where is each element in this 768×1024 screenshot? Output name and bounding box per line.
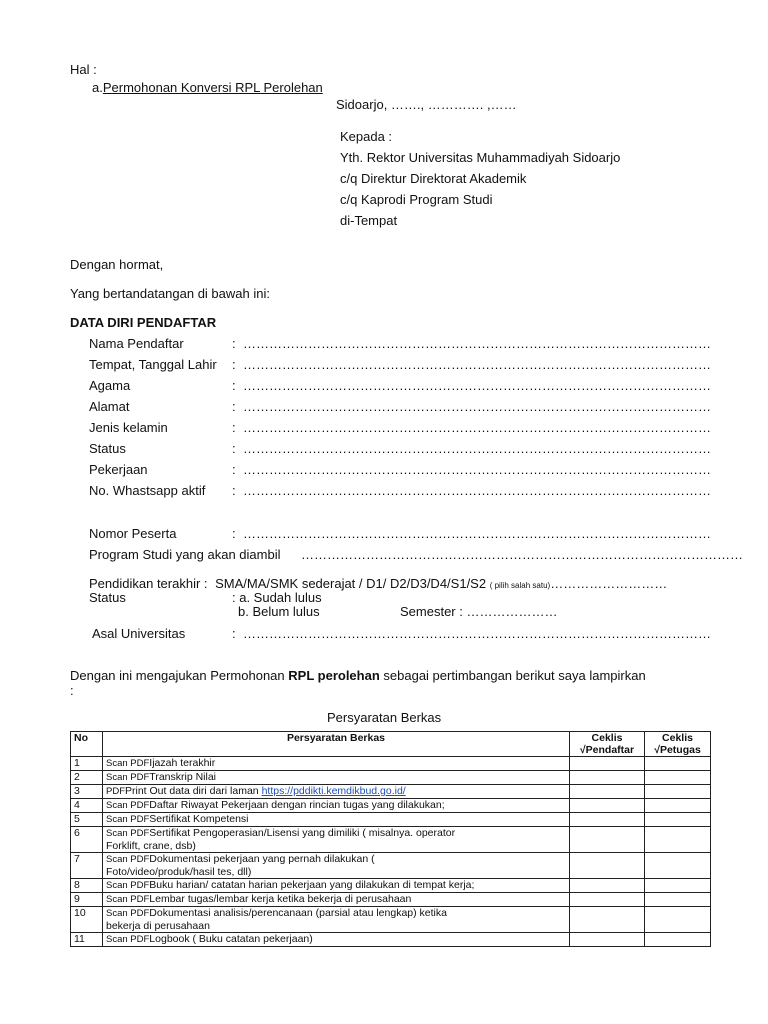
row-no: 9 <box>71 893 103 907</box>
row-text: Ijazah terakhir <box>149 757 216 769</box>
check-pendaftar-cell[interactable] <box>570 799 645 813</box>
row-no: 7 <box>71 853 103 879</box>
check-petugas-cell[interactable] <box>645 757 711 771</box>
row-text: Logbook ( Buku catatan pekerjaan) <box>149 933 313 945</box>
field-label: Tempat, Tanggal Lahir <box>89 357 217 372</box>
pddikti-link[interactable]: https://pddikti.kemdikbud.go.id/ <box>261 785 406 797</box>
pendidikan-label: Pendidikan terakhir : <box>89 576 208 591</box>
row-text: Sertifikat Kompetensi <box>149 813 249 825</box>
row-no: 2 <box>71 771 103 785</box>
check-pendaftar-cell[interactable] <box>570 907 645 933</box>
field-status[interactable] <box>0 441 768 459</box>
field-colon: : <box>232 626 236 641</box>
pendidikan-note: ( pilih salah satu) <box>489 581 551 590</box>
row-prefix: Scan PDF <box>106 758 150 769</box>
field-dots: ……………………………………………………………………………………………… <box>243 420 711 435</box>
table-row <box>71 879 711 893</box>
field-agama[interactable] <box>0 378 768 396</box>
check-petugas-cell[interactable] <box>645 771 711 785</box>
semester-field[interactable]: Semester : ………………… <box>400 604 558 619</box>
hal-item-text: Permohonan Konversi RPL Perolehan <box>102 80 323 95</box>
row-prefix: Scan PDF <box>106 800 150 811</box>
recipient-line3: c/q Kaprodi Program Studi <box>340 192 493 207</box>
section-title: DATA DIRI PENDAFTAR <box>70 315 217 330</box>
table-row <box>71 893 711 907</box>
row-text-cont: Foto/video/produk/hasil tes, dll) <box>106 866 252 878</box>
row-prefix: Scan PDF <box>106 908 150 919</box>
recipient-line4: di-Tempat <box>340 213 398 228</box>
row-requirement <box>103 813 570 827</box>
field-label: Status <box>89 441 126 456</box>
row-requirement <box>103 785 570 799</box>
check-pendaftar-cell[interactable] <box>570 757 645 771</box>
table-row <box>71 813 711 827</box>
check-pendaftar-cell[interactable] <box>570 933 645 947</box>
row-prefix: PDF <box>106 786 125 797</box>
field-dots: ……………………………………………………………………………………………… <box>243 626 711 641</box>
row-text: Print Out data diri dari laman <box>125 785 262 797</box>
row-no: 3 <box>71 785 103 799</box>
header-check-petugas <box>645 732 711 757</box>
check-pendaftar-cell[interactable] <box>570 879 645 893</box>
field-dots: ……………………………………………………………………………………………… <box>243 526 711 541</box>
field-pekerjaan[interactable] <box>0 462 768 480</box>
check-petugas-cell[interactable] <box>645 907 711 933</box>
field-colon: : <box>232 462 236 477</box>
field-ttl[interactable] <box>0 357 768 375</box>
field-dots: ……………………………………………………………………………………………… <box>243 378 711 393</box>
field-colon: : <box>232 483 236 498</box>
field-label: Program Studi yang akan diambil <box>89 547 281 562</box>
field-dots: ……………………………………………………………………………………………… <box>243 441 711 456</box>
field-dots: ……………………………………………………………………………………………… <box>243 483 711 498</box>
closing-post: sebagai pertimbangan berikut saya lampirkan <box>379 668 646 683</box>
check-petugas-cell[interactable] <box>645 785 711 799</box>
row-text-cont: Forklift, crane, dsb) <box>106 840 196 852</box>
field-dots: ……………………………………………………………………………………………… <box>243 336 711 351</box>
field-label: Agama <box>89 378 131 393</box>
row-no: 11 <box>71 933 103 947</box>
row-text: Dokumentasi pekerjaan yang pernah dilakukan ( <box>149 853 375 865</box>
field-label: Pekerjaan <box>89 462 148 477</box>
table-row <box>71 785 711 799</box>
header-check-petugas-line2: √Petugas <box>654 744 701 756</box>
closing-text <box>70 668 646 683</box>
row-requirement <box>103 907 570 933</box>
row-no: 1 <box>71 757 103 771</box>
status-option-a[interactable]: : a. Sudah lulus <box>232 590 322 605</box>
row-no: 5 <box>71 813 103 827</box>
field-colon: : <box>232 378 236 393</box>
row-text: Lembar tugas/lembar kerja ketika bekerja di perusahaan <box>149 893 412 905</box>
requirements-table <box>70 731 711 947</box>
field-label: Alamat <box>89 399 130 414</box>
row-requirement <box>103 771 570 785</box>
check-pendaftar-cell[interactable] <box>570 771 645 785</box>
row-prefix: Scan PDF <box>106 772 150 783</box>
row-requirement <box>103 757 570 771</box>
recipient-line1: Yth. Rektor Universitas Muhammadiyah Sidoarjo <box>340 150 621 165</box>
row-no: 4 <box>71 799 103 813</box>
row-text: Dokumentasi analisis/perencanaan (parsial atau lengkap) ketika <box>149 907 447 919</box>
field-colon: : <box>232 441 236 456</box>
row-requirement <box>103 879 570 893</box>
field-alamat[interactable] <box>0 399 768 417</box>
check-petugas-cell[interactable] <box>645 933 711 947</box>
field-dots: ……………………………………………………………………………………………… <box>243 399 711 414</box>
row-prefix: Scan PDF <box>106 894 150 905</box>
field-colon: : <box>232 399 236 414</box>
status-option-b[interactable]: b. Belum lulus <box>238 604 320 619</box>
row-no: 6 <box>71 827 103 853</box>
pendidikan-value: SMA/MA/SMK sederajat / D1/ D2/D3/D4/S1/S2 <box>215 576 487 591</box>
recipient-kepada: Kepada : <box>340 129 393 144</box>
field-nama[interactable] <box>0 336 768 354</box>
check-petugas-cell[interactable] <box>645 813 711 827</box>
row-requirement <box>103 827 570 853</box>
place-date: Sidoarjo, ……., …………. ,…… <box>336 97 517 112</box>
field-whatsapp[interactable] <box>0 483 768 501</box>
header-check-pendaftar <box>570 732 645 757</box>
row-no: 8 <box>71 879 103 893</box>
row-text: Transkrip Nilai <box>149 771 217 783</box>
pendidikan-dots: ……………………… <box>550 576 668 591</box>
table-title: Persyaratan Berkas <box>327 710 442 725</box>
check-pendaftar-cell[interactable] <box>570 813 645 827</box>
field-colon: : <box>232 336 236 351</box>
row-prefix: Scan PDF <box>106 854 150 865</box>
table-row <box>71 757 711 771</box>
field-nomor-peserta[interactable] <box>0 526 768 544</box>
row-text: Buku harian/ catatan harian pekerjaan yang dilakukan di tempat kerja; <box>149 879 475 891</box>
table-row <box>71 853 711 879</box>
check-pendaftar-cell[interactable] <box>570 785 645 799</box>
check-pendaftar-cell[interactable] <box>570 893 645 907</box>
check-petugas-cell[interactable] <box>645 827 711 853</box>
field-colon: : <box>232 420 236 435</box>
field-colon: : <box>232 526 236 541</box>
check-petugas-cell[interactable] <box>645 893 711 907</box>
table-row <box>71 799 711 813</box>
header-check-pendaftar-line2: √Pendaftar <box>579 744 635 756</box>
field-dots: ……………………………………………………………………………………………… <box>243 462 711 477</box>
pendidikan-row[interactable] <box>89 576 667 591</box>
header-requirement: Persyaratan Berkas <box>103 732 570 757</box>
table-row <box>71 827 711 853</box>
row-prefix: Scan PDF <box>106 934 150 945</box>
field-asal-universitas[interactable] <box>0 626 768 644</box>
field-label: No. Whastsapp aktif <box>89 483 206 498</box>
closing-pre: Dengan ini mengajukan Permohonan <box>70 668 289 683</box>
row-requirement <box>103 933 570 947</box>
table-row <box>71 907 711 933</box>
row-no: 10 <box>71 907 103 933</box>
closing-bold: RPL perolehan <box>288 668 380 683</box>
table-row <box>71 933 711 947</box>
row-text-cont: bekerja di perusahaan <box>106 920 210 932</box>
table-row <box>71 771 711 785</box>
row-requirement <box>103 893 570 907</box>
header-no: No <box>71 732 103 757</box>
field-label: Jenis kelamin <box>89 420 168 435</box>
hal-item-prefix: a. <box>92 80 103 95</box>
field-program-studi[interactable] <box>0 547 768 565</box>
hal-item <box>92 80 323 95</box>
field-dots: ………………………………………………………………………………………… <box>301 547 743 562</box>
field-label: Nama Pendaftar <box>89 336 184 351</box>
check-pendaftar-cell[interactable] <box>570 827 645 853</box>
intro-text: Yang bertandatangan di bawah ini: <box>70 286 270 301</box>
field-dots: ……………………………………………………………………………………………… <box>243 357 711 372</box>
header-check-petugas-line1: Ceklis <box>662 732 693 744</box>
header-check-pendaftar-line1: Ceklis <box>591 732 623 744</box>
row-requirement <box>103 853 570 879</box>
status-label: Status <box>89 590 126 605</box>
row-prefix: Scan PDF <box>106 828 150 839</box>
row-prefix: Scan PDF <box>106 814 150 825</box>
check-petugas-cell[interactable] <box>645 853 711 879</box>
row-text: Daftar Riwayat Pekerjaan dengan rincian tugas yang dilakukan; <box>149 799 445 811</box>
check-pendaftar-cell[interactable] <box>570 853 645 879</box>
recipient-line2: c/q Direktur Direktorat Akademik <box>340 171 527 186</box>
field-label: Nomor Peserta <box>89 526 177 541</box>
row-text: Sertifikat Pengoperasian/Lisensi yang dimiliki ( misalnya. operator <box>149 827 456 839</box>
row-requirement <box>103 799 570 813</box>
closing-colon: : <box>70 683 74 698</box>
check-petugas-cell[interactable] <box>645 799 711 813</box>
table-header-row <box>71 732 711 757</box>
field-colon: : <box>232 357 236 372</box>
check-petugas-cell[interactable] <box>645 879 711 893</box>
row-prefix: Scan PDF <box>106 880 150 891</box>
hal-label: Hal : <box>70 62 97 77</box>
field-label: Asal Universitas <box>92 626 186 641</box>
greeting: Dengan hormat, <box>70 257 164 272</box>
field-jenis-kelamin[interactable] <box>0 420 768 438</box>
